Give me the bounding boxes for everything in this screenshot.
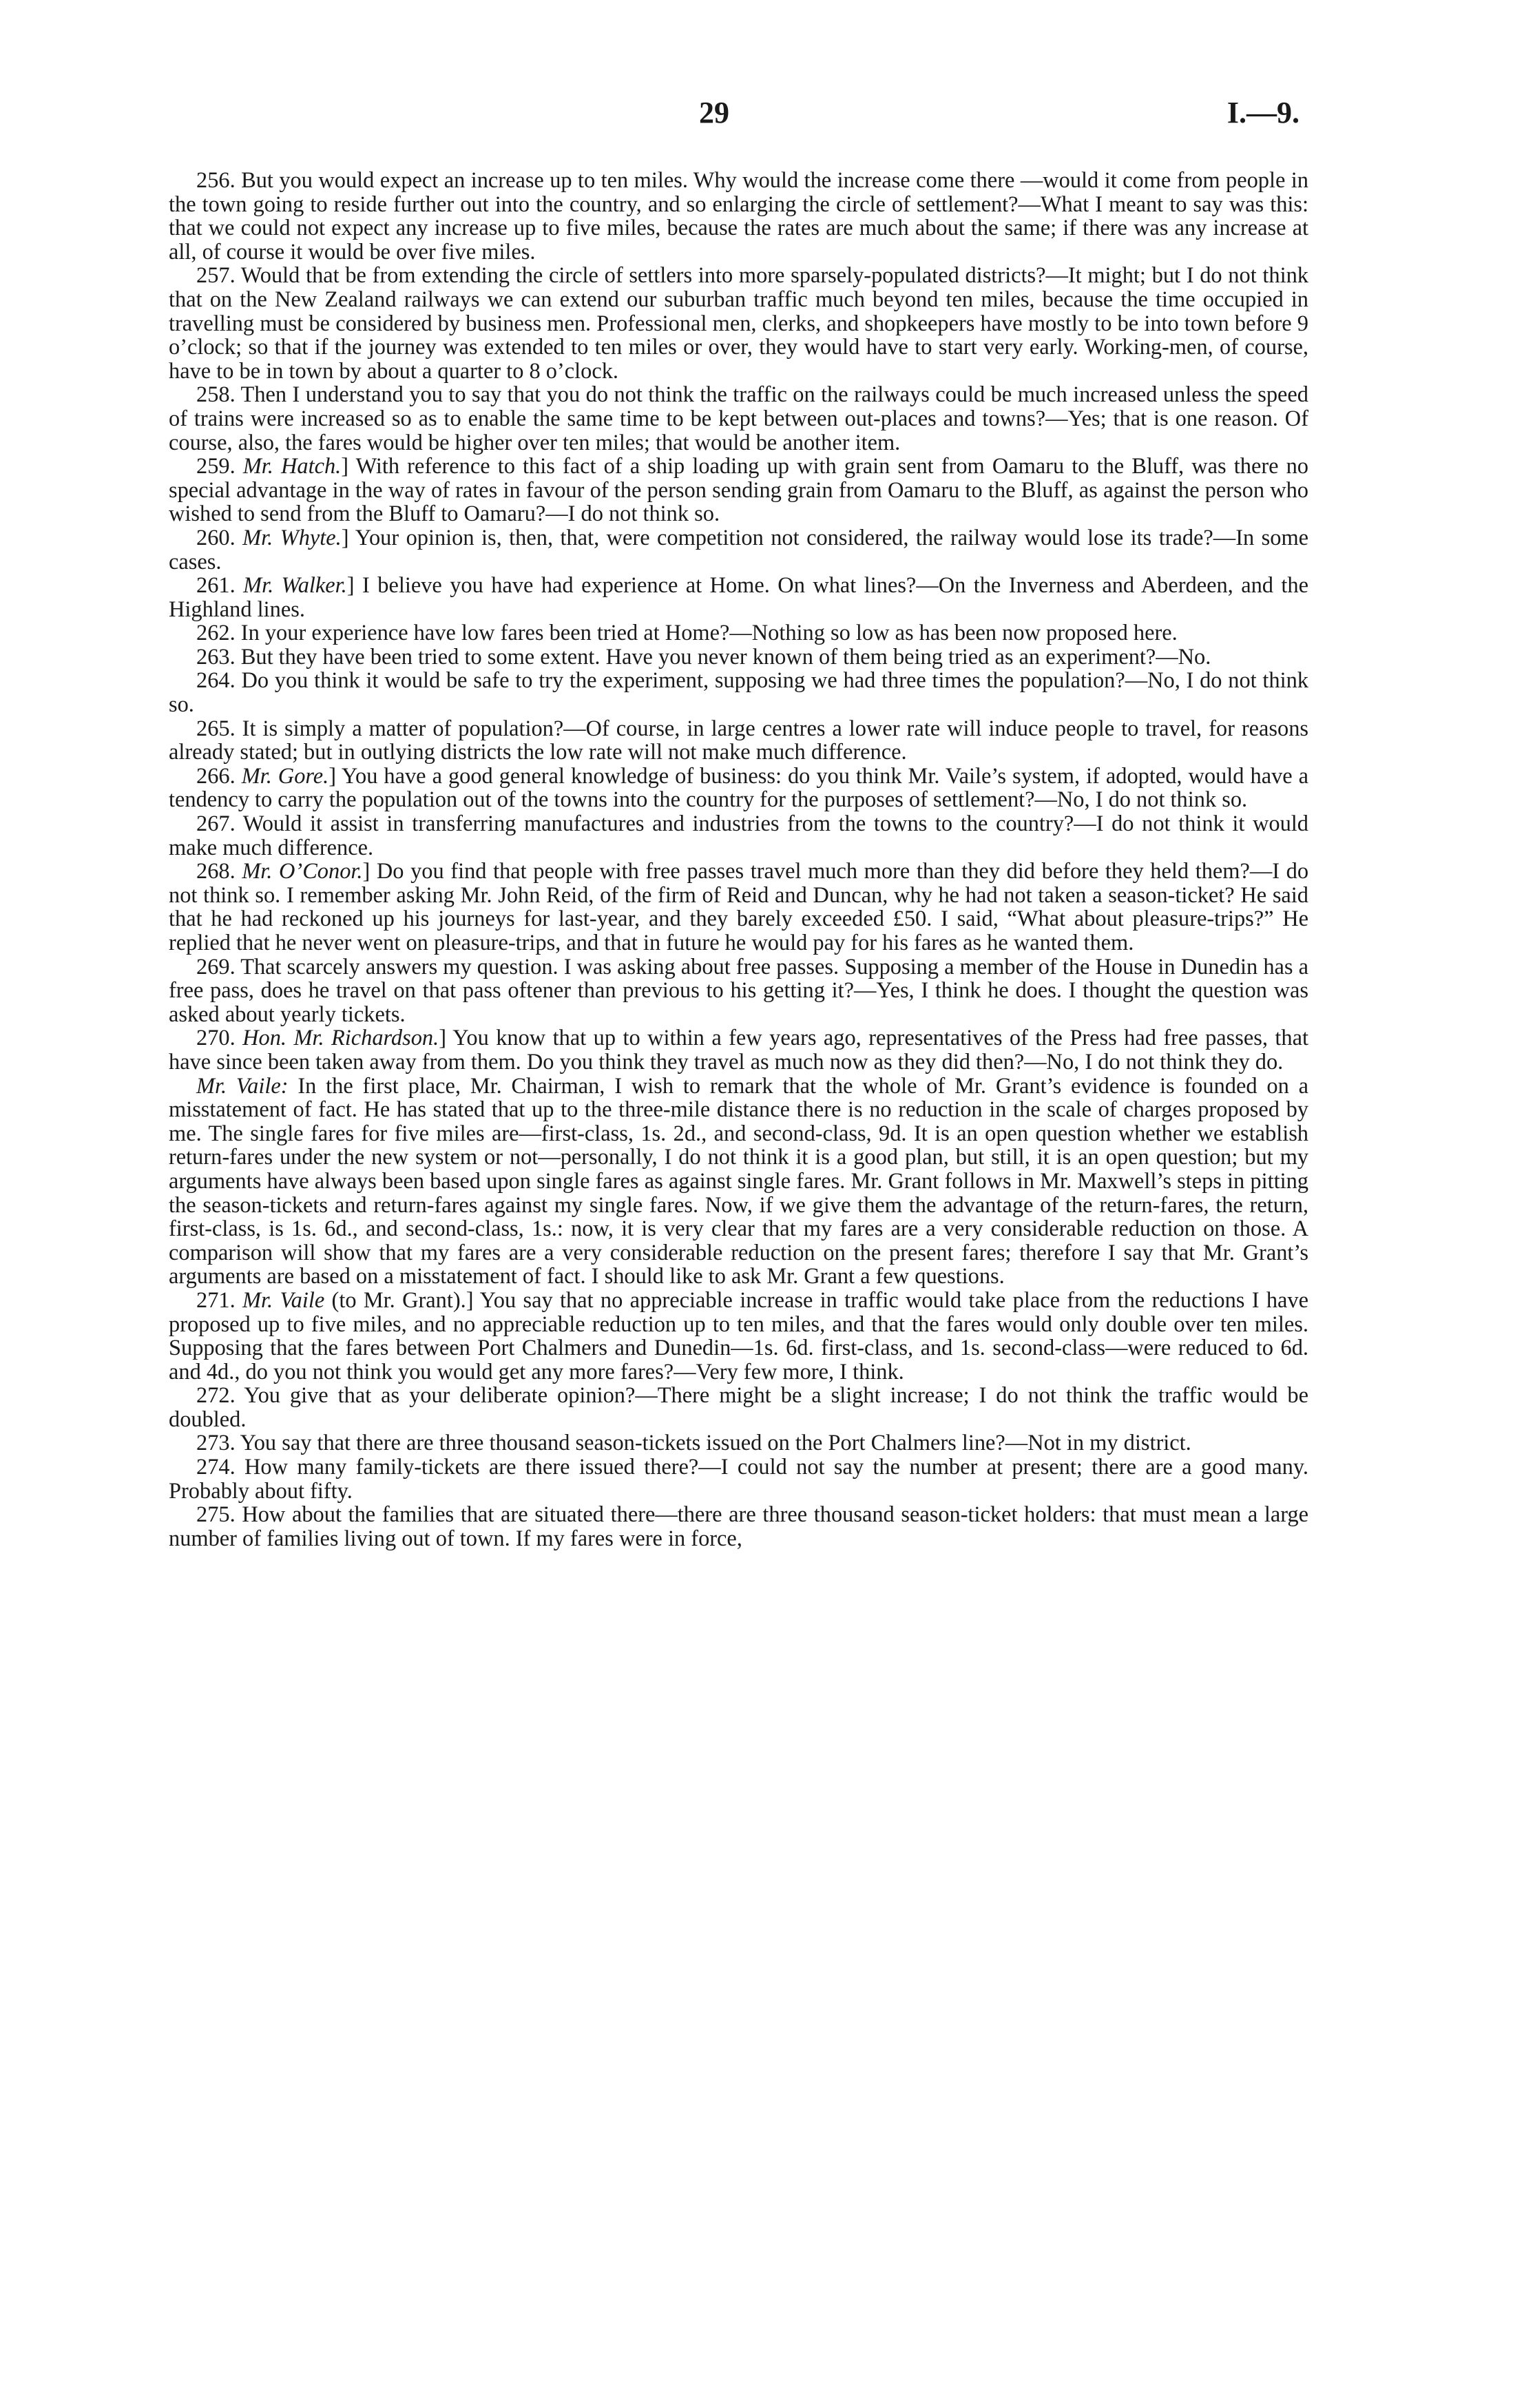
paragraph bbox=[169, 621, 1308, 645]
paragraph bbox=[169, 455, 1308, 526]
paragraph-text: 272. You give that as your deliberate opinion?—There might be a slight increase; I do not think the traffic would be doubled. bbox=[169, 1383, 1308, 1432]
paragraph-text: 256. But you would expect an increase up to ten miles. Why would the increase come there —would it come from people in the town going to reside further out into the country, and so enlarging the circle of settlement?—What I meant to say was this: that we could not expect any increase up to five miles, because the rates are much about the same; if there was any increase at all, of course it would be over five miles. bbox=[169, 168, 1308, 264]
paragraph bbox=[169, 645, 1308, 670]
paragraph-number: 271. bbox=[196, 1287, 243, 1313]
paragraph-text: 262. In your experience have low fares been tried at Home?—Nothing so low as has been now proposed here. bbox=[196, 621, 1178, 646]
paragraph-text: 273. You say that there are three thousand season-tickets issued on the Port Chalmers line?—Not in my district. bbox=[196, 1431, 1191, 1456]
paragraph bbox=[169, 1384, 1308, 1431]
speaker-name: Mr. O’Conor. bbox=[242, 859, 363, 884]
paragraph bbox=[169, 574, 1308, 621]
paragraph-text: 264. Do you think it would be safe to try the experiment, supposing we had three times the population?—No, I do not think so. bbox=[169, 668, 1308, 718]
paragraph-text: ] Your opinion is, then, that, were competition not considered, the railway would lose its trade?—In some cases. bbox=[169, 525, 1309, 574]
speaker-name: Hon. Mr. Richardson. bbox=[242, 1026, 439, 1051]
speaker-name: Mr. Gore. bbox=[241, 763, 329, 789]
paragraph-number: 260. bbox=[196, 525, 243, 550]
body-text bbox=[169, 169, 1308, 1550]
speaker-name: Mr. Whyte. bbox=[242, 525, 342, 550]
paragraph bbox=[169, 955, 1308, 1027]
paragraph-text: ] I believe you have had experience at Home. On what lines?—On the Inverness and Aberdeen, and the Highland lines. bbox=[169, 573, 1309, 622]
paragraph-number: 259. bbox=[196, 454, 243, 479]
paragraph bbox=[169, 1075, 1308, 1289]
speaker-name: Mr. Vaile bbox=[242, 1287, 325, 1313]
paragraph bbox=[169, 1431, 1308, 1455]
paragraph bbox=[169, 526, 1308, 574]
paragraph bbox=[169, 169, 1308, 264]
page-number: 29 bbox=[699, 96, 729, 129]
paragraph-text: 265. It is simply a matter of population?—Of course, in large centres a lower rate will induce people to travel, for reasons already stated; but in outlying districts the low rate will not make much difference. bbox=[169, 716, 1308, 765]
paragraph-text: 274. How many family-tickets are there issued there?—I could not say the number at present; there are a good many. Probably about fifty. bbox=[169, 1455, 1308, 1504]
page-header bbox=[0, 95, 1513, 136]
paragraph-text: ] Do you find that people with free passes travel much more than they did before they held them?—I do not think so. I remember asking Mr. John Reid, of the firm of Reid and Duncan, why he had not taken a season-ticket? He said that he had reckoned up his journeys for last-year, and they barely exceeded £50. I said, “What about pleasure-trips?” He replied that he never went on pleasure-trips, and that in future he would pay for his fares as he wanted them. bbox=[169, 859, 1309, 955]
paragraph bbox=[169, 669, 1308, 716]
paragraph-text: In the first place, Mr. Chairman, I wish to remark that the whole of Mr. Grant’s evidence is founded on a misstatement of fact. He has stated that up to the three-mile distance there is no reduction in the scale of charges proposed by me. The single fares for five miles are—first-class, 1s. 2d., and second-class, 9d. It is an open question whether we establish return-fares under the new system or not—personally, I do not think it is a good plan, but still, it is an open question; but my arguments have always been based upon single fares as against single fares. Mr. Grant follows in Mr. Maxwell’s steps in pitting the season-tickets and return-fares against my single fares. Now, if we give them the advantage of the return-fares, the return, first-class, is 1s. 6d., and second-class, 1s.: now, it is very clear that my fares are a very considerable reduction on those. A comparison will show that my fares are a very considerable reduction on the present fares; therefore I say that Mr. Grant’s arguments are based on a misstatement of fact. I should like to ask Mr. Grant a few questions. bbox=[169, 1073, 1308, 1289]
paragraph-text: 258. Then I understand you to say that you do not think the traffic on the railways could be much increased unless the speed of trains were increased so as to enable the same time to be kept between out-places and towns?—Yes; that is one reason. Of course, also, the fares would be higher over ten miles; that would be another item. bbox=[169, 382, 1308, 455]
paragraph-text: 263. But they have been tried to some extent. Have you never known of them being tried as an experiment?—No. bbox=[196, 644, 1211, 670]
paragraph-text: ] You know that up to within a few years ago, representatives of the Press had free passes, that have since been taken away from them. Do you think they travel as much now as they did then?—No, I do not think they do. bbox=[169, 1026, 1308, 1075]
paragraph-text: ] With reference to this fact of a ship loading up with grain sent from Oamaru to the Bluff, was there no special advantage in the way of rates in favour of the person sending grain from Oamaru to the Bluff, as against the person who wished to send from the Bluff to Oamaru?—I do not think so. bbox=[169, 454, 1308, 527]
paragraph bbox=[169, 812, 1308, 860]
paragraph bbox=[169, 1503, 1308, 1550]
paragraph bbox=[169, 717, 1308, 765]
paragraph bbox=[169, 1289, 1308, 1384]
paragraph-text: ] You have a good general knowledge of business: do you think Mr. Vaile’s system, if adopted, would have a tendency to carry the population out of the towns into the country for the purposes of settlement?—No, I do not think so. bbox=[169, 763, 1309, 813]
paragraph-text: 275. How about the families that are situated there—there are three thousand season-ticket holders: that must mean a large number of families living out of town. If my fares were in force, bbox=[169, 1502, 1308, 1551]
paragraph bbox=[169, 860, 1308, 955]
paragraph bbox=[169, 383, 1308, 455]
paragraph bbox=[169, 1026, 1308, 1074]
speaker-name: Mr. Walker. bbox=[243, 573, 347, 599]
paragraph-number: 266. bbox=[196, 763, 242, 789]
paragraph bbox=[169, 1455, 1308, 1503]
paragraph-text: 257. Would that be from extending the circle of settlers into more sparsely-populated districts?—It might; but I do not think that on the New Zealand railways we can extend our suburban traffic much beyond ten miles, because the time occupied in travelling must be considered by business men. Professional men, clerks, and shopkeepers have mostly to be into town before 9 o’clock; so that if the journey was extended to ten miles or over, they would have to start very early. Working-men, of course, have to be in town by about a quarter to 8 o’clock. bbox=[169, 263, 1308, 384]
paragraph-text: 269. That scarcely answers my question. I was asking about free passes. Supposing a member of the House in Dunedin has a free pass, does he travel on that pass oftener than previous to his getting it?—Yes, I think he does. I thought the question was asked about yearly tickets. bbox=[169, 954, 1308, 1027]
paragraph-text: 267. Would it assist in transferring manufactures and industries from the towns to the country?—I do not think it would make much difference. bbox=[169, 811, 1308, 860]
speaker-name: Mr. Hatch. bbox=[242, 454, 342, 479]
paragraph-number: 261. bbox=[196, 573, 244, 599]
paragraph-text: (to Mr. Grant).] You say that no appreciable increase in traffic would take place from the reductions I have proposed up to five miles, and no appreciable reduction up to ten miles, and that the fares would only double over ten miles. Supposing that the fares between Port Chalmers and Dunedin—1s. 6d. first-class, and 1s. second-class—were reduced to 6d. and 4d., do you not think you would get any more fares?—Very few more, I think. bbox=[169, 1287, 1308, 1384]
paragraph bbox=[169, 765, 1308, 812]
paragraph-number: 270. bbox=[196, 1026, 243, 1051]
paragraph-number: 268. bbox=[196, 859, 242, 884]
paragraph bbox=[169, 264, 1308, 383]
speaker-name: Mr. Vaile: bbox=[196, 1073, 289, 1099]
document-reference: I.—9. bbox=[1227, 96, 1300, 129]
